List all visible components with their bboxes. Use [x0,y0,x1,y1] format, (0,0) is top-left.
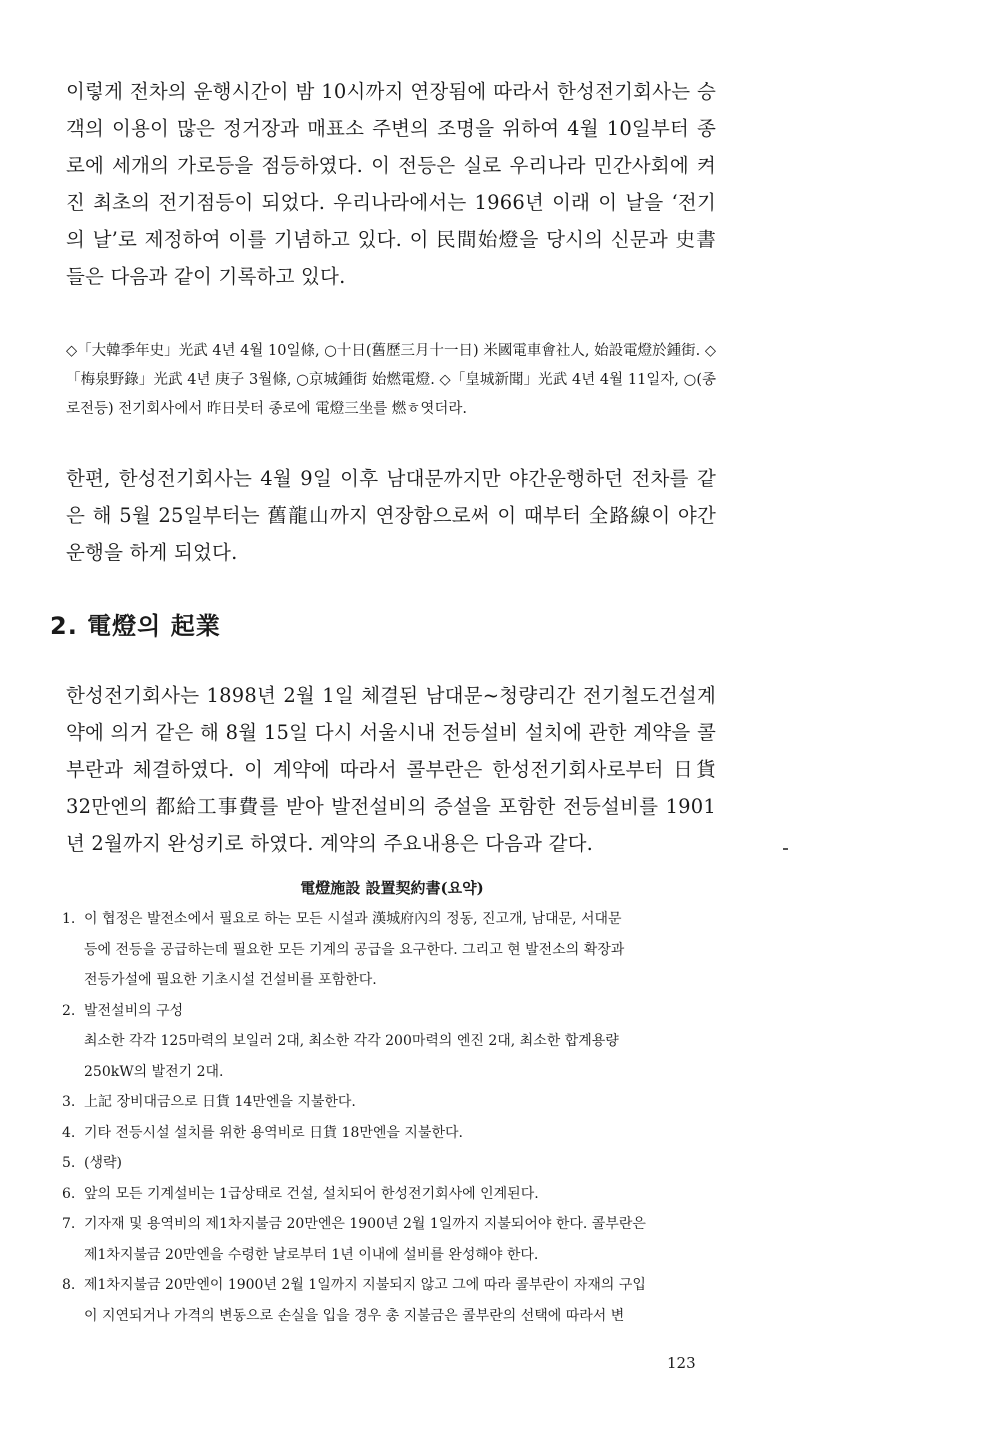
contract-item-number: 8. [62,1277,76,1293]
contract-item-line: 이 협정은 발전소에서 필요로 하는 모든 시설과 漢城府內의 정동, 진고개, 남대문, 서대문 [84,911,622,927]
scan-speck [783,848,788,850]
contract-item-line: 앞의 모든 기계설비는 1급상태로 건설, 설치되어 한성전기회사에 인계된다. [84,1185,539,1202]
contract-item [62,1270,722,1331]
contract-item-number: 4. [62,1124,76,1141]
contract-item [62,996,722,1088]
contract-item-line: 기타 전등시설 설치를 위한 용역비로 日貨 18만엔을 지불한다. [84,1124,463,1141]
contract-title: 電燈施設 設置契約書(요약) [300,879,484,897]
contract-item [62,1087,722,1118]
page-number: 123 [667,1354,696,1372]
paragraph-night-operation: 한편, 한성전기회사는 4월 9일 이후 남대문까지만 야간운행하던 전차를 같은 해 5월 25일부터는 舊龍山까지 연장함으로써 이 때부터 全路線이 야간운행을 하게 되었다. [66,467,716,564]
section-heading: 2. 電燈의 起業 [50,612,221,640]
contract-item-number: 2. [62,1002,76,1019]
contract-item [62,1209,722,1270]
historical-quote: ◇「大韓季年史」光武 4년 4월 10일條, ○十日(舊歷三月十一日) 米國電車會社人, 始設電燈於鍾街. ◇「梅泉野錄」光武 4년 庚子 3월條, ○京城鍾街 始燃電燈. ◇「皇城新聞」光武 4년 4월 11일자, ○(종로전등) 전기회사에서 昨日붓터 종로에 電燈三坐를 燃ㅎ엿더라. [66,343,716,417]
contract-item-text [84,1148,722,1179]
contract-item-line: 上記 장비대금으로 日貨 14만엔을 지불한다. [84,1094,356,1110]
contract-item-line: 기자재 및 용역비의 제1차지불금 20만엔은 1900년 2월 1일까지 지불되어야 한다. 콜부란은 [84,1216,646,1232]
contract-item-text [84,1179,722,1210]
contract-item [62,1179,722,1210]
paragraph-contract-intro: 한성전기회사는 1898년 2월 1일 체결된 남대문~청량리간 전기철도건설계약에 의거 같은 해 8월 15일 다시 서울시내 전등설비 설치에 관한 계약을 콜부란과 체결하였다. 이 계약에 따라서 콜부란은 한성전기회사로부터 日貨 32만엔의 都給工事費를 받아 발전설비의 증설을 포함한 전등설비를 1901년 2월까지 완성키로 하였다. 계약의 주요내용은 다음과 같다. [66,684,716,855]
contract-item-number: 6. [62,1185,76,1202]
contract-item-text [84,904,722,996]
contract-item-text [84,1087,722,1118]
contract-item-line: 전등가설에 필요한 기초시설 건설비를 포함한다. [84,972,377,988]
contract-item [62,1118,722,1149]
contract-item-number: 5. [62,1155,76,1171]
contract-item [62,904,722,996]
contract-item-text [84,996,722,1088]
contract-item-line: (생략) [84,1155,122,1171]
contract-item-line: 최소한 각각 125마력의 보일러 2대, 최소한 각각 200마력의 엔진 2대, 최소한 합계용량 [84,1033,619,1049]
contract-item-list [62,904,722,1331]
contract-item-line: 발전설비의 구성 [84,1002,184,1019]
contract-item-line: 제1차지불금 20만엔이 1900년 2월 1일까지 지불되지 않고 그에 따라 콜부란이 자재의 구입 [84,1277,646,1293]
contract-item-number: 1. [62,911,76,927]
contract-item-line: 이 지연되거나 가격의 변동으로 손실을 입을 경우 총 지불금은 콜부란의 선택에 따라서 변 [84,1307,625,1324]
contract-item-text [84,1118,722,1149]
contract-item-line: 등에 전등을 공급하는데 필요한 모든 기계의 공급을 요구한다. 그리고 현 발전소의 확장과 [84,941,625,958]
contract-item-text [84,1209,722,1270]
contract-item-number: 7. [62,1216,76,1232]
paragraph-intro: 이렇게 전차의 운행시간이 밤 10시까지 연장됨에 따라서 한성전기회사는 승객의 이용이 많은 정거장과 매표소 주변의 조명을 위하여 4월 10일부터 종로에 세개의 가로등을 점등하였다. 이 전등은 실로 우리나라 민간사회에 켜진 최초의 전기점등이 되었다. 우리나라에서는 1966년 이래 이 날을 ‘전기의 날’로 제정하여 이를 기념하고 있다. 이 民間始燈을 당시의 신문과 史書들은 다음과 같이 기록하고 있다. [66,80,716,288]
contract-item-text [84,1270,722,1331]
contract-item-number: 3. [62,1094,76,1110]
contract-summary [62,874,722,1331]
contract-item-line: 250kW의 발전기 2대. [84,1063,224,1080]
contract-item [62,1148,722,1179]
contract-item-line: 제1차지불금 20만엔을 수령한 날로부터 1년 이내에 설비를 완성해야 한다. [84,1246,539,1263]
